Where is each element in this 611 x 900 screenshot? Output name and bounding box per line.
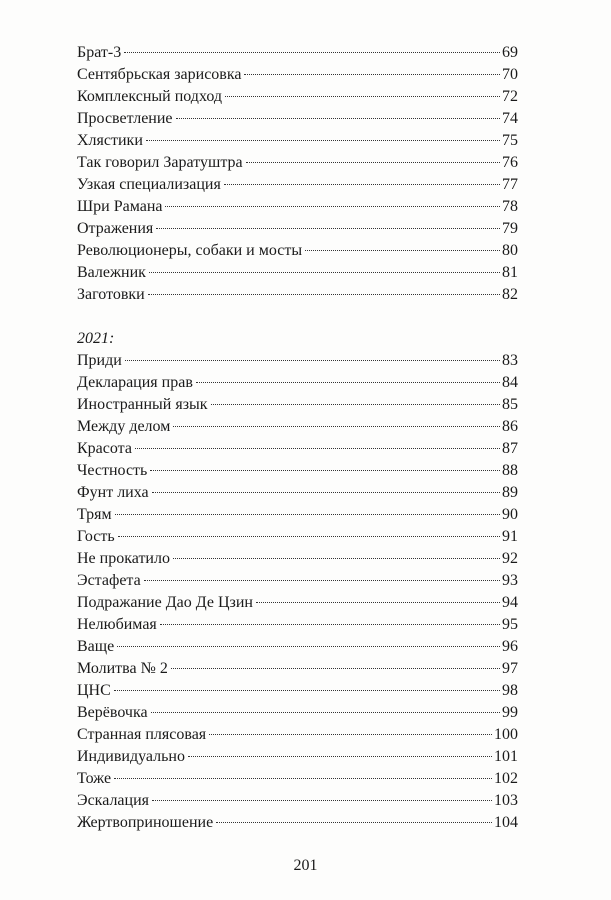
toc-entry-page: 99 [502, 704, 518, 721]
toc-entry-page: 98 [502, 682, 518, 699]
toc-entry-title: Честность [77, 462, 148, 479]
toc-entry [77, 42, 518, 64]
dot-leader [305, 250, 500, 251]
toc-entry [77, 240, 518, 262]
toc-entry [77, 768, 518, 790]
toc-entry-page: 79 [502, 220, 518, 237]
toc-entry [77, 570, 518, 592]
toc-entry [77, 702, 518, 724]
dot-leader [114, 690, 500, 691]
toc-entry-page: 72 [502, 88, 518, 105]
toc-entry-page: 78 [502, 198, 518, 215]
table-of-contents [77, 42, 518, 834]
dot-leader [209, 734, 492, 735]
dot-leader [188, 756, 492, 757]
toc-entry-page: 96 [502, 638, 518, 655]
dot-leader [150, 470, 500, 471]
toc-entry-title: Не прокатило [77, 550, 170, 567]
toc-entry-page: 77 [502, 176, 518, 193]
toc-entry [77, 482, 518, 504]
page-number: 201 [293, 857, 318, 874]
toc-entry [77, 350, 518, 372]
toc-entry [77, 438, 518, 460]
toc-entry [77, 218, 518, 240]
toc-entry-title: Сентябрьская зарисовка [77, 66, 242, 83]
toc-entry-page: 75 [502, 132, 518, 149]
toc-entry [77, 152, 518, 174]
toc-entry [77, 372, 518, 394]
dot-leader [135, 448, 500, 449]
dot-leader [165, 206, 500, 207]
toc-entry-page: 93 [502, 572, 518, 589]
toc-entry [77, 86, 518, 108]
toc-entry [77, 680, 518, 702]
toc-entry-page: 94 [502, 594, 518, 611]
toc-entry-page: 95 [502, 616, 518, 633]
dot-leader [160, 624, 500, 625]
toc-entry-title: Иностранный язык [77, 396, 208, 413]
toc-entry-page: 85 [502, 396, 518, 413]
toc-entry-title: Эстафета [77, 572, 141, 589]
toc-entry-title: Молитва № 2 [77, 660, 168, 677]
dot-leader [148, 294, 500, 295]
dot-leader [256, 602, 500, 603]
toc-entry-title: Красота [77, 440, 132, 457]
toc-entry [77, 614, 518, 636]
toc-entry-page: 90 [502, 506, 518, 523]
toc-entry [77, 284, 518, 306]
toc-entry-title: Так говорил Заратуштра [77, 154, 243, 171]
dot-leader [144, 580, 500, 581]
dot-leader [146, 140, 500, 141]
toc-entry-title: ЦНС [77, 682, 111, 699]
toc-entry-page: 103 [494, 792, 518, 809]
toc-entry [77, 790, 518, 812]
toc-entry-title: Приди [77, 352, 122, 369]
toc-entry-title: Жертвоприношение [77, 814, 214, 831]
toc-entry [77, 658, 518, 680]
dot-leader [152, 800, 492, 801]
toc-entry [77, 196, 518, 218]
toc-entry-title: Тоже [77, 770, 112, 787]
toc-entry [77, 636, 518, 658]
toc-entry-title: Декларация прав [77, 374, 193, 391]
toc-group-earlier [77, 42, 518, 306]
toc-entry-page: 81 [502, 264, 518, 281]
toc-entry-title: Заготовки [77, 286, 145, 303]
toc-entry-page: 83 [502, 352, 518, 369]
dot-leader [114, 778, 492, 779]
toc-entry [77, 108, 518, 130]
toc-entry [77, 724, 518, 746]
toc-entry-title: Просветление [77, 110, 173, 127]
toc-entry [77, 460, 518, 482]
dot-leader [225, 96, 500, 97]
dot-leader [117, 646, 500, 647]
toc-entry-page: 97 [502, 660, 518, 677]
dot-leader [196, 382, 500, 383]
toc-entry-page: 82 [502, 286, 518, 303]
toc-entry-title: Эскалация [77, 792, 150, 809]
toc-entry-title: Нелюбимая [77, 616, 157, 633]
toc-entry [77, 504, 518, 526]
toc-entry-page: 104 [494, 814, 518, 831]
toc-entry-title: Гость [77, 528, 115, 545]
toc-entry [77, 394, 518, 416]
toc-entry-page: 86 [502, 418, 518, 435]
toc-entry-page: 91 [502, 528, 518, 545]
dot-leader [246, 162, 500, 163]
toc-entry-title: Верёвочка [77, 704, 148, 721]
toc-entry-page: 92 [502, 550, 518, 567]
toc-entry [77, 526, 518, 548]
toc-entry-page: 69 [502, 44, 518, 61]
toc-entry-title: Валежник [77, 264, 146, 281]
toc-entry-title: Узкая специализация [77, 176, 221, 193]
toc-entry-page: 84 [502, 374, 518, 391]
toc-entry-title: Трям [77, 506, 112, 523]
toc-entry-page: 102 [494, 770, 518, 787]
toc-entry-page: 88 [502, 462, 518, 479]
dot-leader [124, 52, 500, 53]
toc-entry-title: Хлястики [77, 132, 143, 149]
toc-entry-title: Подражание Дао Де Цзин [77, 594, 253, 611]
dot-leader [244, 74, 500, 75]
dot-leader [176, 118, 500, 119]
toc-entry-title: Ваще [77, 638, 115, 655]
toc-entry-page: 70 [502, 66, 518, 83]
toc-entry-page: 101 [494, 748, 518, 765]
dot-leader [173, 426, 500, 427]
toc-entry [77, 416, 518, 438]
dot-leader [118, 536, 500, 537]
dot-leader [151, 712, 500, 713]
section-heading-2021: 2021: [77, 330, 115, 347]
toc-entry-title: Фунт лиха [77, 484, 149, 501]
toc-entry-title: Индивидуально [77, 748, 185, 765]
toc-entry [77, 174, 518, 196]
toc-group-2021 [77, 350, 518, 834]
toc-entry [77, 130, 518, 152]
dot-leader [173, 558, 500, 559]
dot-leader [211, 404, 500, 405]
toc-entry-page: 87 [502, 440, 518, 457]
dot-leader [171, 668, 500, 669]
toc-entry-title: Брат-3 [77, 44, 122, 61]
dot-leader [115, 514, 500, 515]
toc-entry-title: Между делом [77, 418, 171, 435]
toc-entry [77, 548, 518, 570]
toc-entry [77, 592, 518, 614]
toc-entry-page: 76 [502, 154, 518, 171]
toc-entry-title: Революционеры, собаки и мосты [77, 242, 303, 259]
toc-entry-title: Отражения [77, 220, 154, 237]
dot-leader [152, 492, 500, 493]
toc-entry-page: 89 [502, 484, 518, 501]
dot-leader [224, 184, 500, 185]
toc-entry-page: 100 [494, 726, 518, 743]
toc-entry-title: Шри Рамана [77, 198, 163, 215]
dot-leader [216, 822, 492, 823]
toc-entry-page: 74 [502, 110, 518, 127]
dot-leader [125, 360, 500, 361]
toc-entry-title: Комплексный подход [77, 88, 223, 105]
toc-entry [77, 64, 518, 86]
toc-entry-title: Странная плясовая [77, 726, 207, 743]
toc-entry [77, 262, 518, 284]
toc-entry [77, 812, 518, 834]
dot-leader [149, 272, 500, 273]
toc-entry [77, 746, 518, 768]
dot-leader [156, 228, 500, 229]
toc-entry-page: 80 [502, 242, 518, 259]
